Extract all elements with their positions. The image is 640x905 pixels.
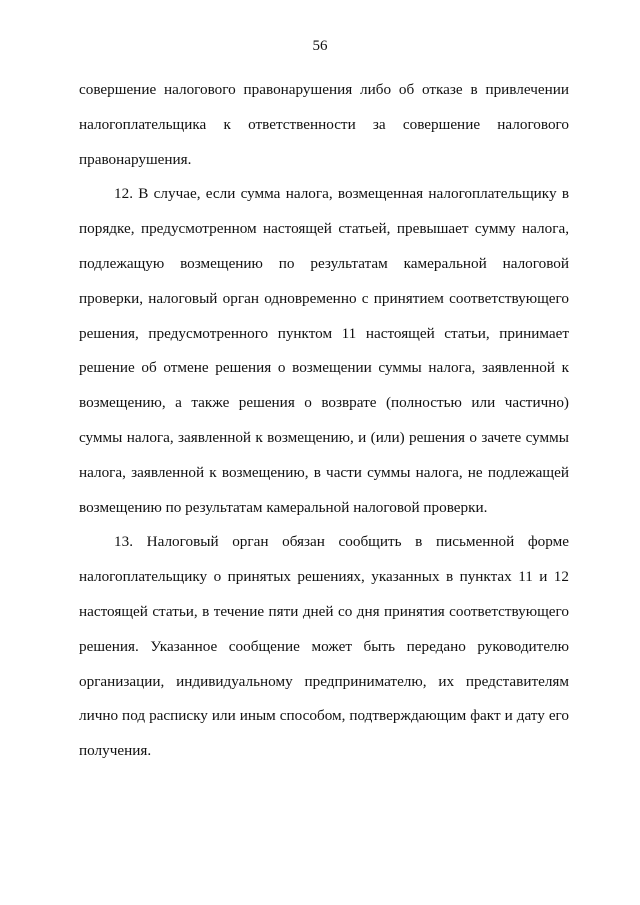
paragraph-continuation: совершение налогового правонарушения либо об отказе в привлечении налогоплательщика к ответственности за совершение налогового правонарушения.: [79, 81, 569, 168]
paragraph-item-13: 13. Налоговый орган обязан сообщить в письменной форме налогоплательщику о принятых решениях, указанных в пунктах 11 и 12 настоящей статьи, в течение пяти дней со дня принятия соответствующего решения. Указанное сообщение может быть передано руководителю организации, индивидуальному предпринимателю, их представителям лично под расписку или иным способом, подтверждающим факт и дату его получения.: [79, 533, 569, 760]
page-number: 56: [312, 38, 328, 54]
paragraph-item-12: 12. В случае, если сумма налога, возмещенная налогоплательщику в порядке, предусмотренном настоящей статьей, превышает сумму налога, подлежащую возмещению по результатам камеральной налоговой проверки, налоговый орган одновременно с принятием соответствующего решения, предусмотренного пунктом 11 настоящей статьи, принимает решение об отмене решения о возмещении суммы налога, заявленной к возмещению, а также решения о возврате (полностью или частично) суммы налога, заявленной к возмещению, и (или) решения о зачете суммы налога, заявленной к возмещению, в части суммы налога, не подлежащей возмещению по результатам камеральной налоговой проверки.: [79, 185, 569, 516]
document-body: [79, 73, 569, 769]
